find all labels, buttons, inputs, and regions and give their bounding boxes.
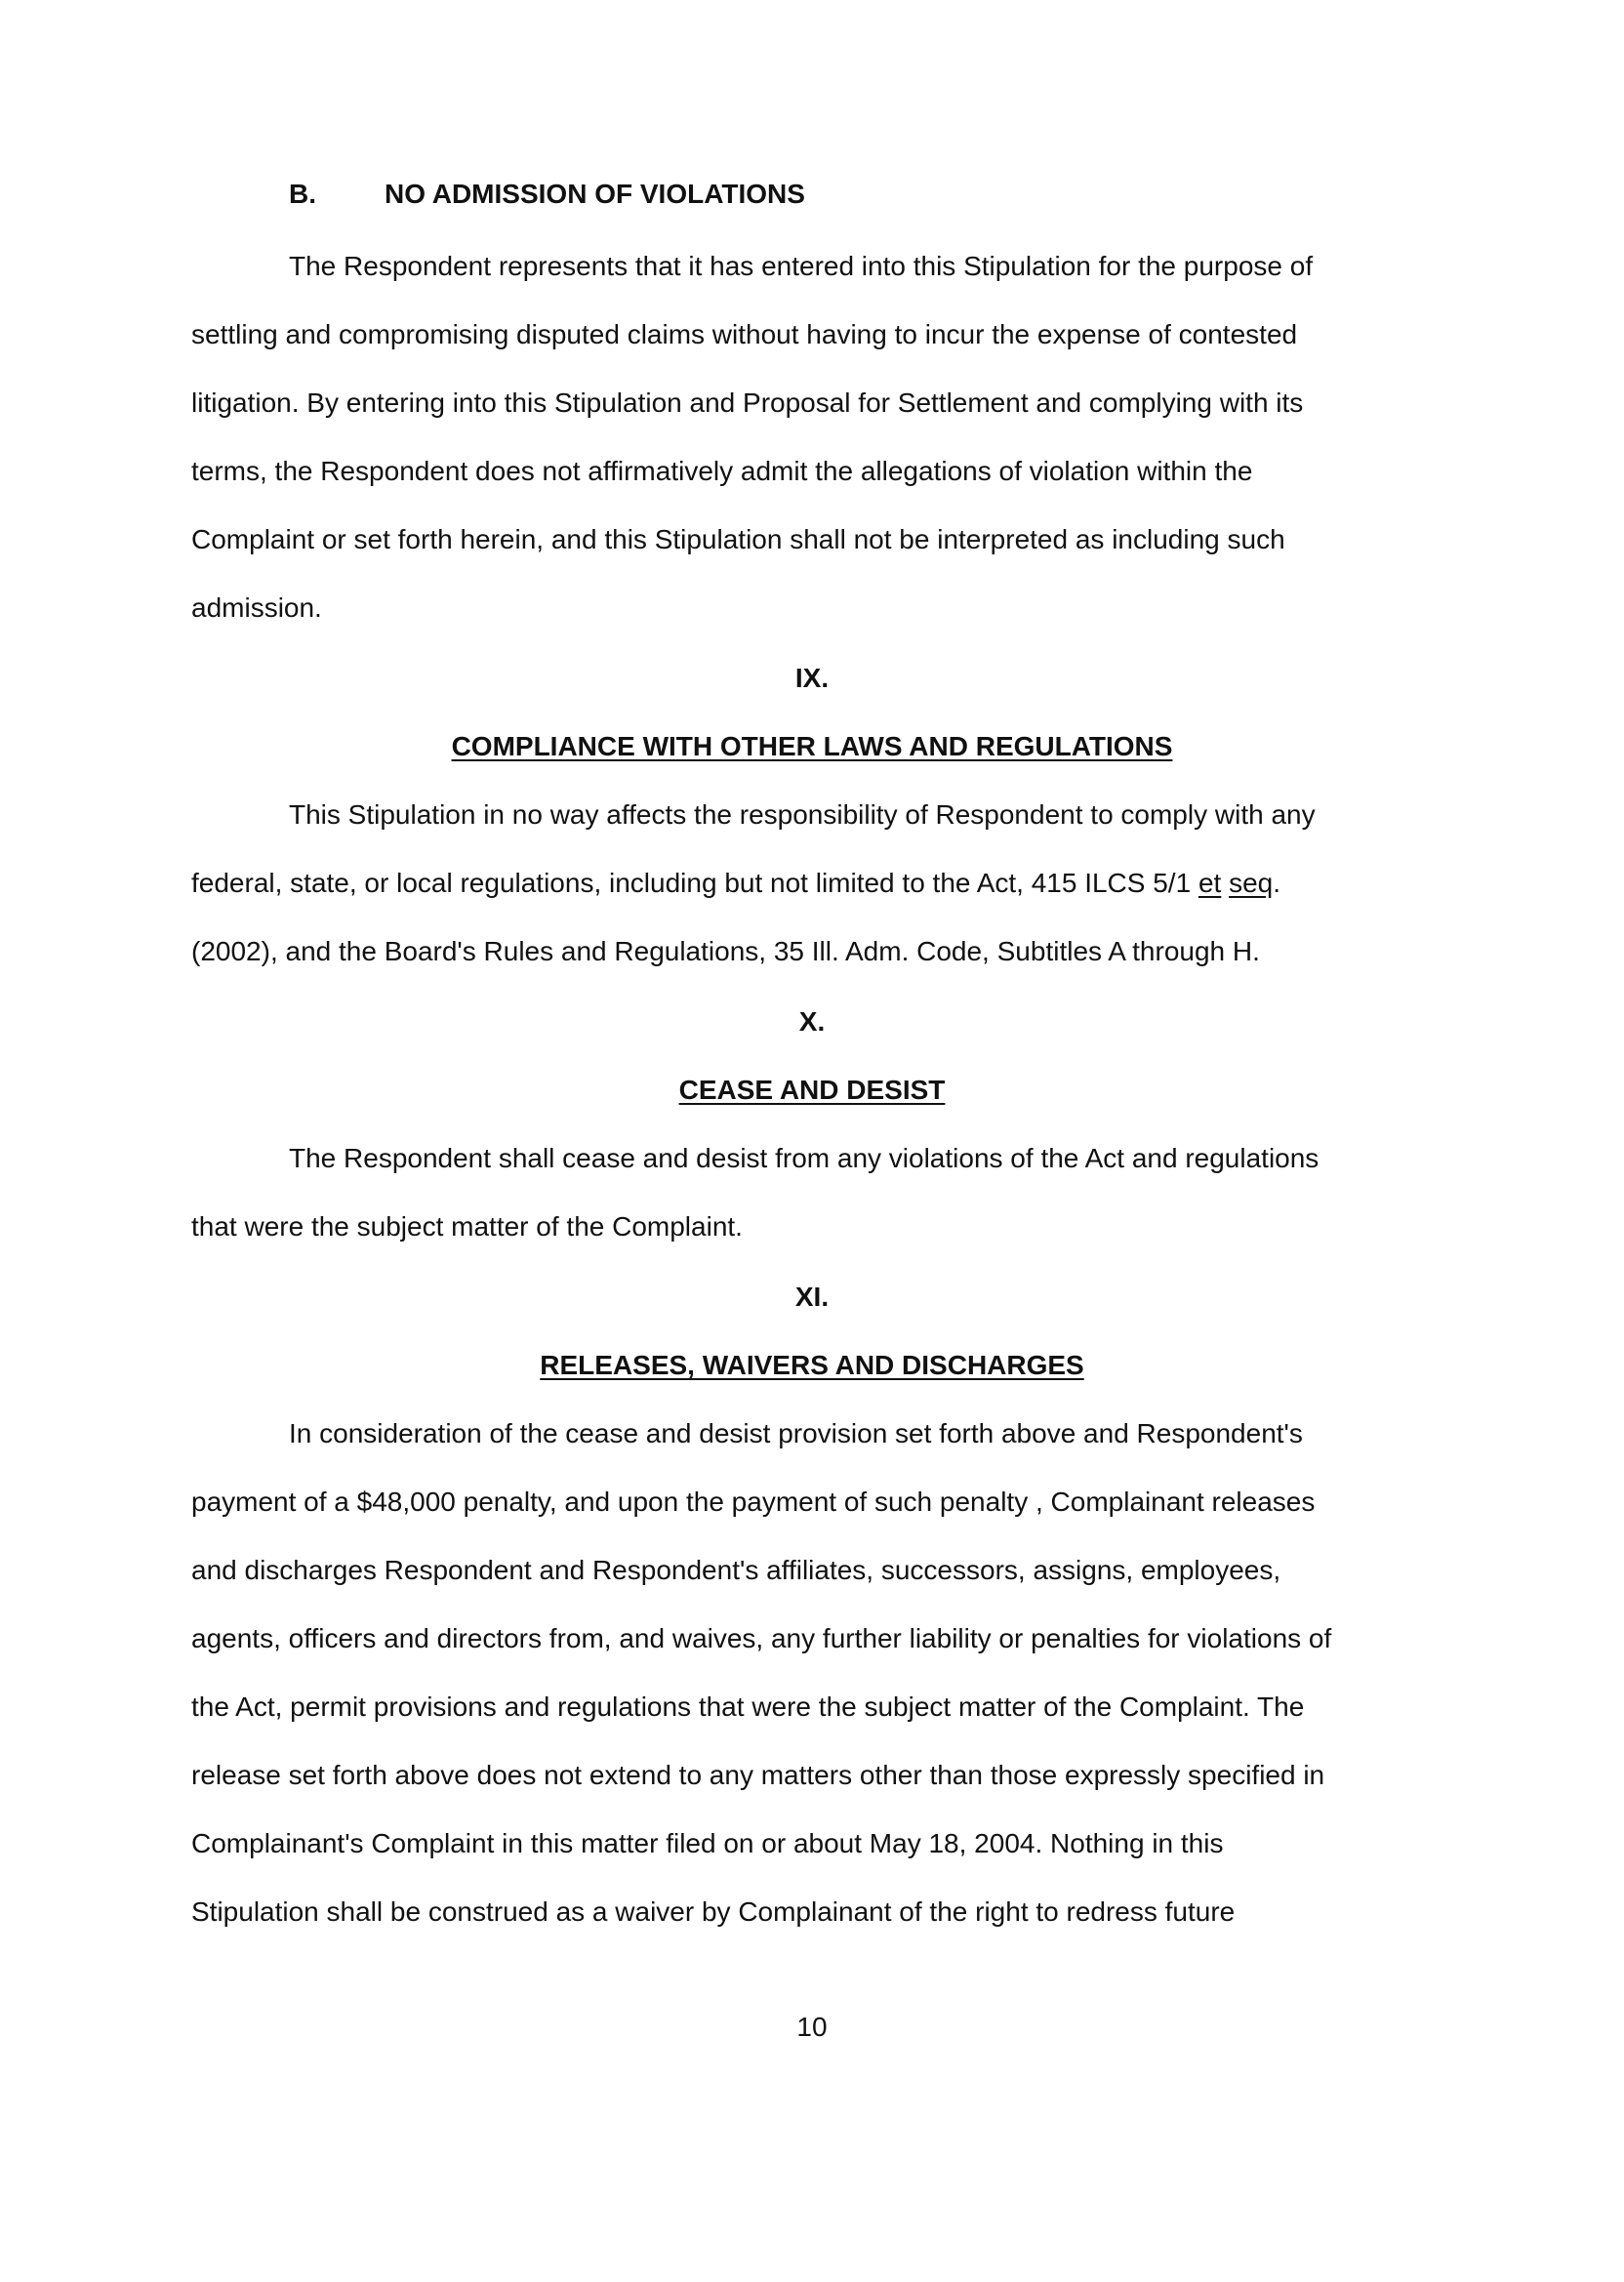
section-b-line-1: The Respondent represents that it has entered into this Stipulation for the purpose of [289,251,1314,281]
section-ix-title: COMPLIANCE WITH OTHER LAWS AND REGULATIONS [451,731,1173,761]
et-seq-space [1221,868,1229,898]
section-b-line-6: admission. [191,592,322,623]
section-xi-line-3: and discharges Respondent and Respondent's affiliates, successors, assigns, employees, [191,1555,1281,1585]
section-xi-title: RELEASES, WAIVERS AND DISCHARGES [540,1350,1084,1380]
section-b-line-5: Complaint or set forth herein, and this Stipulation shall not be interpreted as including such [191,524,1285,554]
section-b-line-2: settling and compromising disputed claims without having to incur the expense of contested [191,319,1298,349]
section-ix-numeral: IX. [794,663,830,693]
section-x-line-2: that were the subject matter of the Complaint. [191,1211,743,1242]
section-x-title: CEASE AND DESIST [678,1075,946,1105]
section-b-title: NO ADMISSION OF VIOLATIONS [385,179,805,209]
section-ix-line-3: (2002), and the Board's Rules and Regulations, 35 Ill. Adm. Code, Subtitles A through H. [191,936,1260,966]
section-xi-line-8: Stipulation shall be construed as a waiver by Complainant of the right to redress future [191,1896,1236,1927]
section-ix-line-2-text: federal, state, or local regulations, including but not limited to the Act, 415 ILCS 5/1 [191,868,1198,898]
section-ix-line-2 [191,867,1280,900]
section-xi-line-5: the Act, permit provisions and regulations that were the subject matter of the Complaint. The [191,1691,1305,1722]
section-b-heading [289,178,805,211]
section-xi-line-4: agents, officers and directors from, and waives, any further liability or penalties for violations of [191,1623,1332,1653]
section-x-numeral: X. [798,1006,826,1037]
section-xi-line-7: Complainant's Complaint in this matter filed on or about May 18, 2004. Nothing in this [191,1828,1224,1858]
section-b-letter: B. [289,179,316,209]
section-xi-numeral: XI. [794,1282,830,1312]
section-xi-line-6: release set forth above does not extend to any matters other than those expressly specified in [191,1760,1325,1790]
seq-term: seq [1229,868,1274,898]
section-xi-line-1: In consideration of the cease and desist provision set forth above and Respondent's [289,1418,1303,1448]
section-ix-line-2-end: . [1273,868,1281,898]
section-x-line-1: The Respondent shall cease and desist from any violations of the Act and regulations [289,1143,1320,1173]
page-number: 10 [796,2012,828,2042]
section-b-line-4: terms, the Respondent does not affirmatively admit the allegations of violation within the [191,456,1253,486]
section-b-line-3: litigation. By entering into this Stipulation and Proposal for Settlement and complying with its [191,387,1304,418]
et-term: et [1198,868,1222,898]
section-ix-line-1: This Stipulation in no way affects the responsibility of Respondent to comply with any [289,799,1316,830]
section-xi-line-2: payment of a $48,000 penalty, and upon the payment of such penalty , Complainant releases [191,1487,1316,1517]
